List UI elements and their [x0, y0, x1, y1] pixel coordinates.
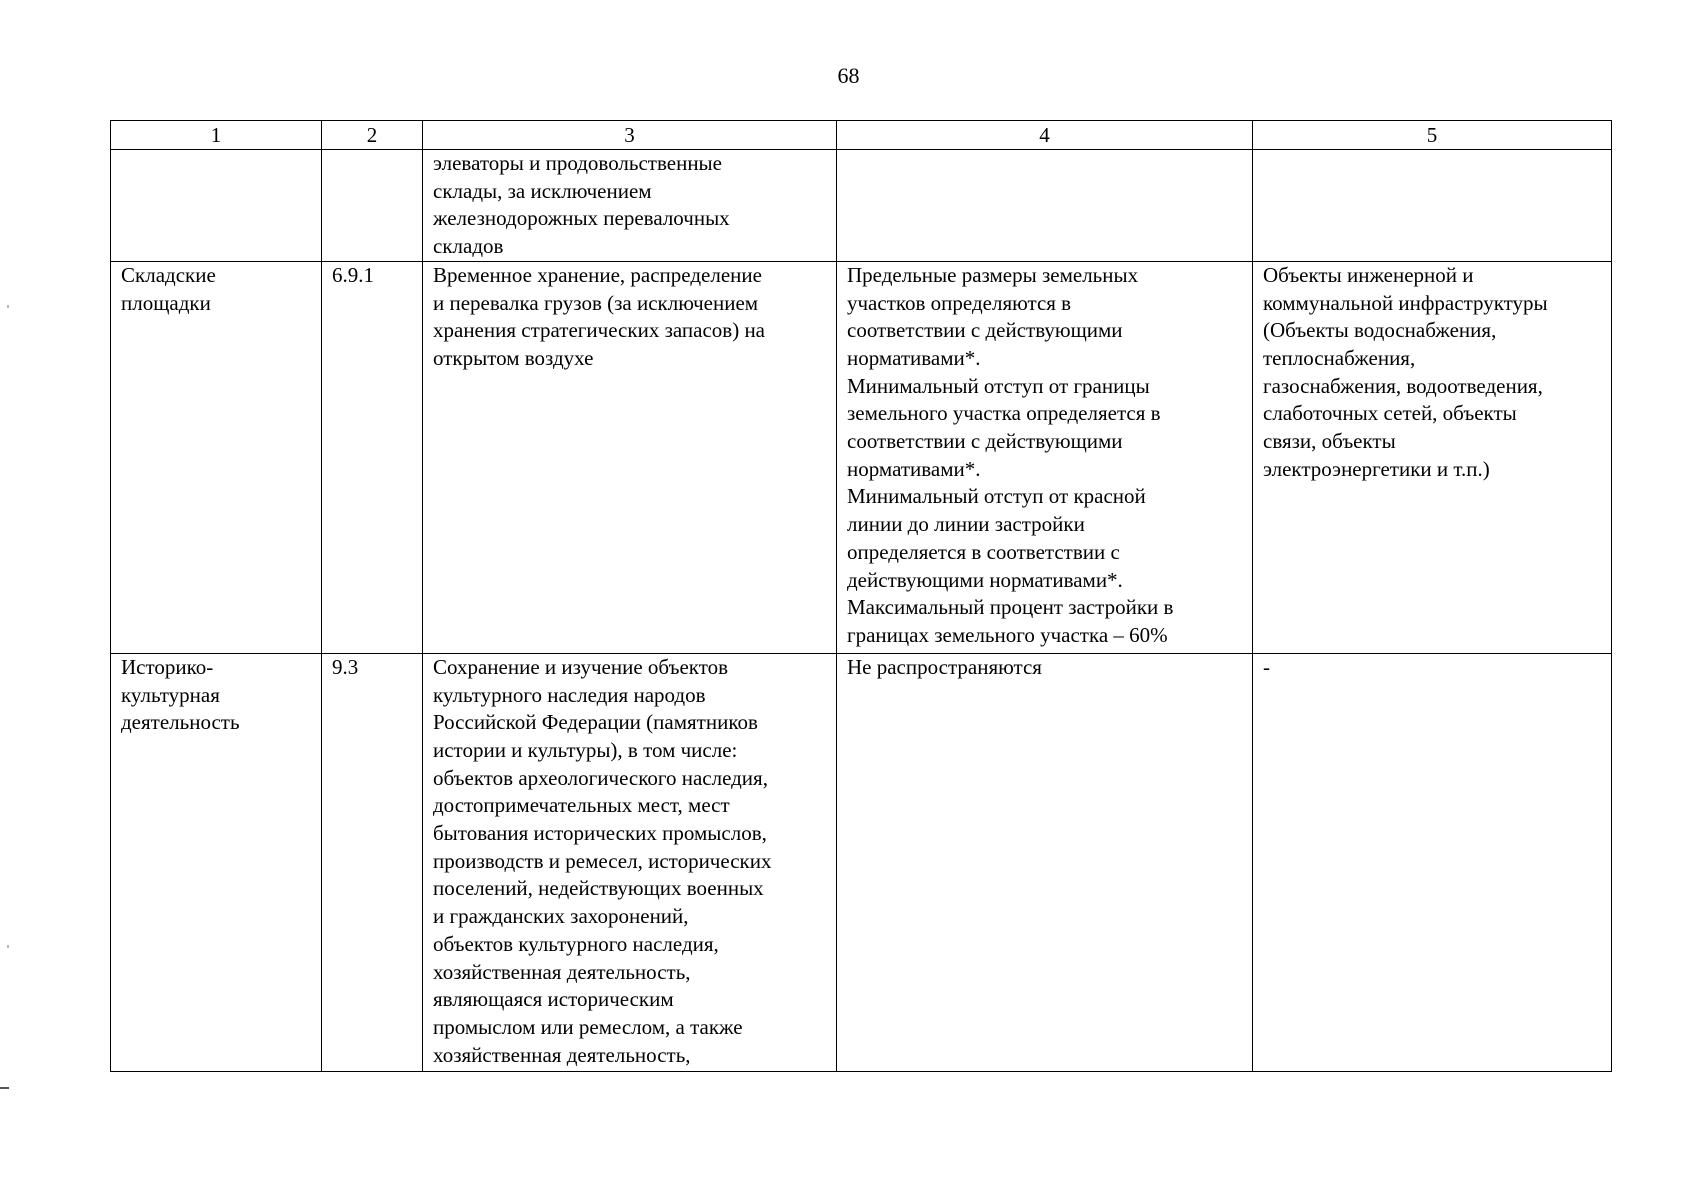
page-number: 68	[837, 63, 860, 88]
auxiliary-uses-cell: -	[1253, 653, 1612, 1071]
table-row	[111, 261, 1612, 653]
parameters-cell: Предельные размеры земельных участков определяются в соответствии с действующими нормативами*. Минимальный отступ от границы земельного участка определяется в соответствии с действующими нормативами*. Минимальный отступ от красной линии до линии застройки определяется в соответствии с действующими нормативами*. Максимальный процент застройки в границах земельного участка – 60%	[837, 261, 1253, 653]
auxiliary-uses-cell: Объекты инженерной и коммунальной инфраструктуры (Объекты водоснабжения, теплоснабжения, газоснабжения, водоотведения, слаботочных сетей, объекты связи, объекты электроэнергетики и т.п.)	[1253, 261, 1612, 653]
parameters-cell: Не распространяются	[837, 653, 1253, 1071]
use-code-cell	[322, 150, 423, 262]
use-name-cell: Историко- культурная деятельность	[111, 653, 322, 1071]
use-description-cell: элеваторы и продовольственные склады, за исключением железнодорожных перевалочных складов	[423, 150, 837, 262]
scan-margin-mark	[0, 1087, 9, 1089]
use-name-cell	[111, 150, 322, 262]
land-use-table	[110, 120, 1612, 1072]
column-header-4: 4	[837, 121, 1253, 150]
table-row	[111, 653, 1612, 1071]
table-header-row	[111, 121, 1612, 150]
column-header-5: 5	[1253, 121, 1612, 150]
use-code-cell: 9.3	[322, 653, 423, 1071]
use-description-cell: Временное хранение, распределение и перевалка грузов (за исключением хранения стратегических запасов) на открытом воздухе	[423, 261, 837, 653]
scan-speck	[7, 305, 9, 308]
column-header-2: 2	[322, 121, 423, 150]
table-row	[111, 150, 1612, 262]
use-description-cell: Сохранение и изучение объектов культурного наследия народов Российской Федерации (памятников истории и культуры), в том числе: объектов археологического наследия, достопримечательных мест, мест бытования исторических промыслов, производств и ремесел, исторических поселений, недействующих военных и гражданских захоронений, объектов культурного наследия, хозяйственная деятельность, являющаяся историческим промыслом или ремеслом, а также хозяйственная деятельность,	[423, 653, 837, 1071]
use-name-cell: Складские площадки	[111, 261, 322, 653]
column-header-1: 1	[111, 121, 322, 150]
parameters-cell	[837, 150, 1253, 262]
scan-speck	[7, 945, 9, 948]
auxiliary-uses-cell	[1253, 150, 1612, 262]
column-header-3: 3	[423, 121, 837, 150]
use-code-cell: 6.9.1	[322, 261, 423, 653]
